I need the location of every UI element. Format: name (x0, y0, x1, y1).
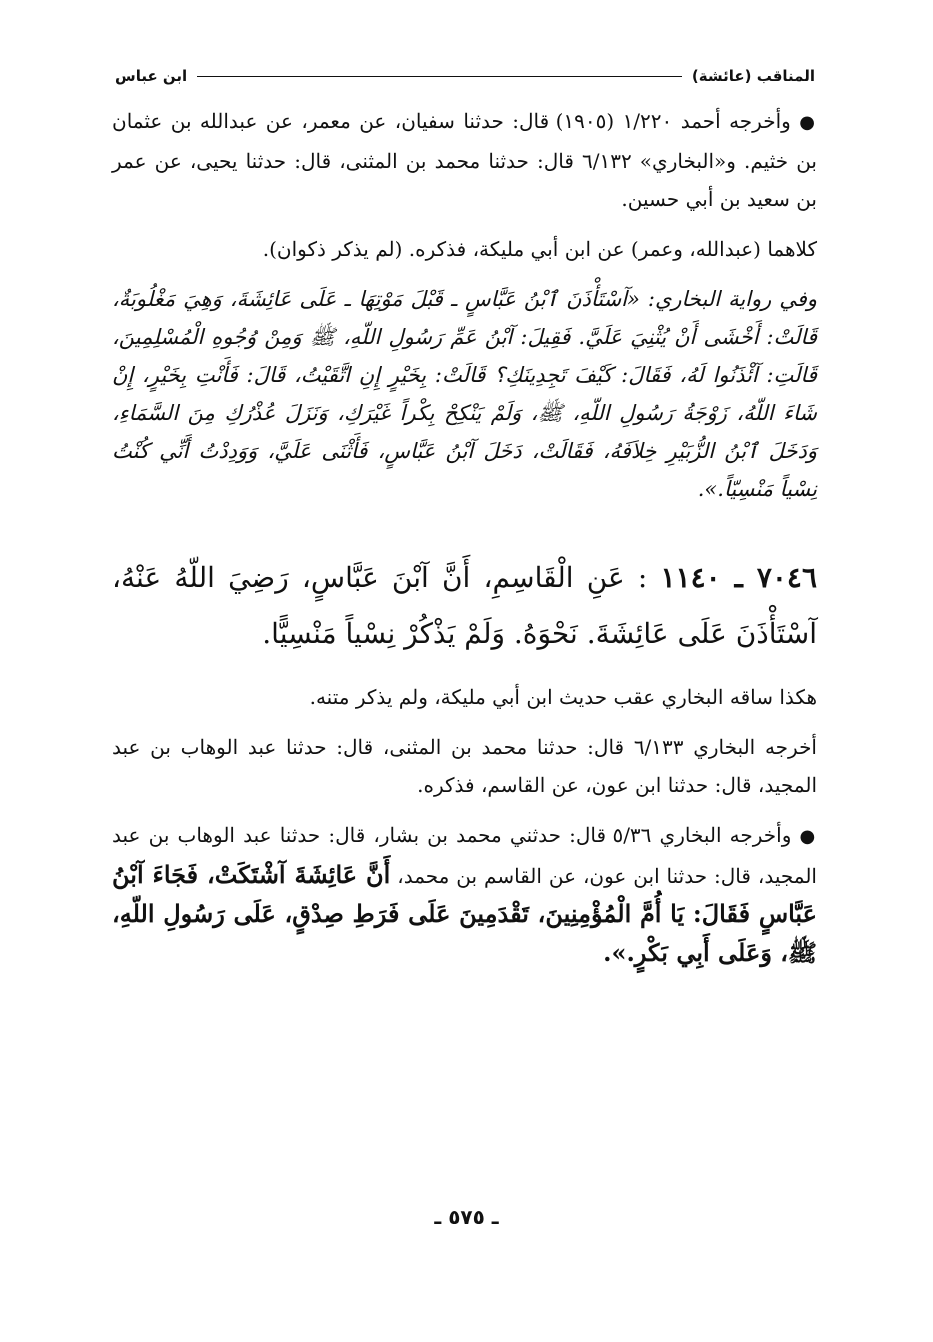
page-body (112, 102, 817, 985)
header-section-title: المناقب (عائشة) (691, 67, 815, 85)
hadith-number: ٧٠٤٦ ـ ١١٤٠ (660, 561, 817, 594)
hadith-text: : عَنِ الْقَاسِمِ، أَنَّ آبْنَ عَبَّاسٍ، رَضِيَ اللّهُ عَنْهُ، آسْتَأْذَنَ عَلَى عَائِشَةَ. نَحْوَهُ. وَلَمْ يَذْكُرْ نِسْياً مَنْسِيًّا. (112, 561, 817, 650)
running-header (115, 62, 815, 90)
paragraph-text: وأخرجه أحمد ١/٢٢٠ (١٩٠٥) قال: حدثنا سفيان، عن معمر، عن عبدالله بن عثمان بن خثيم. و«البخاري» ٦/١٣٢ قال: حدثنا محمد بن المثنى، قال: حدثنا يحيى، عن عمر بن سعيد بن أبي حسين. (112, 109, 817, 211)
paragraph-bold-narration: أَنَّ عَائِشَةَ آشْتَكَتْ، فَجَاءَ آبْنُ عَبَّاسٍ فَقَالَ: يَا أُمَّ الْمُؤْمِنِينَ، تَقْدَمِينَ عَلَى فَرَطِ صِدْقٍ، عَلَى رَسُولِ اللّهِ، ﷺ، وَعَلَى أَبِي بَكْرٍ.». (112, 860, 817, 967)
paragraph-takhrij-1 (112, 102, 817, 218)
paragraph-takhrij-2: أخرجه البخاري ٦/١٣٣ قال: حدثنا محمد بن المثنى، قال: حدثنا عبد الوهاب بن عبد المجيد، قال: حدثنا ابن عون، عن القاسم، فذكره. (112, 735, 817, 797)
paragraph-takhrij-3 (112, 816, 817, 973)
paragraph-note: هكذا ساقه البخاري عقب حديث ابن أبي مليكة، ولم يذكر متنه. (309, 685, 817, 709)
header-chapter-title: ابن عباس (115, 67, 188, 85)
bullet-icon: ● (799, 112, 817, 133)
header-rule (197, 76, 682, 77)
paragraph-bukhari-narration: وفي رواية البخاري: «آسْتَأْذَنَ ٱبْنُ عَبَّاسٍ ـ قَبْلَ مَوْتِهَا ـ عَلَى عَائِشَةَ، وَهِيَ مَغْلُوبَةٌ، قَالَتْ: أَخْشَى أَنْ يُثْنِيَ عَلَيَّ. فَقِيلَ: آبْنُ عَمِّ رَسُولِ اللّهِ، ﷺ وَمِنْ وُجُوهِ الْمُسْلِمِينَ، قَالَتِ: آئْذَنُوا لَهُ، فَقَالَ: كَيْفَ تَجِدِينَكِ؟ قَالَتْ: بِخَيْرٍ إِنِ اتَّقَيْتُ، قَالَ: فَأَنْتِ بِخَيْرٍ، إِنْ شَاءَ اللّهُ، زَوْجَةُ رَسُولِ اللّهِ، ﷺ، وَلَمْ يَنْكِحْ بِكْراً غَيْرَكِ، وَنَزَلَ عُذْرُكِ مِنَ السَّمَاءِ، وَدَخَلَ ٱبْنُ الزُّبَيْرِ خِلاَفَهُ، فَقَالَتْ، دَخَلَ آبْنُ عَبَّاسٍ، فَأَثْنَى عَلَيَّ، وَوَدِدْتُ أَنِّي كُنْتُ نِسْياً مَنْسِيّاً.». (112, 287, 817, 501)
hadith-entry (112, 550, 817, 662)
bullet-icon: ● (799, 826, 818, 847)
paragraph-text: وأخرجه البخاري ٥/٣٦ قال: حدثني محمد بن بشار، قال: حدثنا عبد الوهاب بن عبد المجيد، قال: حدثنا ابن عون، عن القاسم بن محمد، (112, 823, 817, 888)
paragraph-summary: كلاهما (عبدالله، وعمر) عن ابن أبي مليكة، فذكره. (لم يذكر ذكوان). (262, 237, 817, 261)
page-number: ـ ٥٧٥ ـ (434, 1205, 499, 1229)
